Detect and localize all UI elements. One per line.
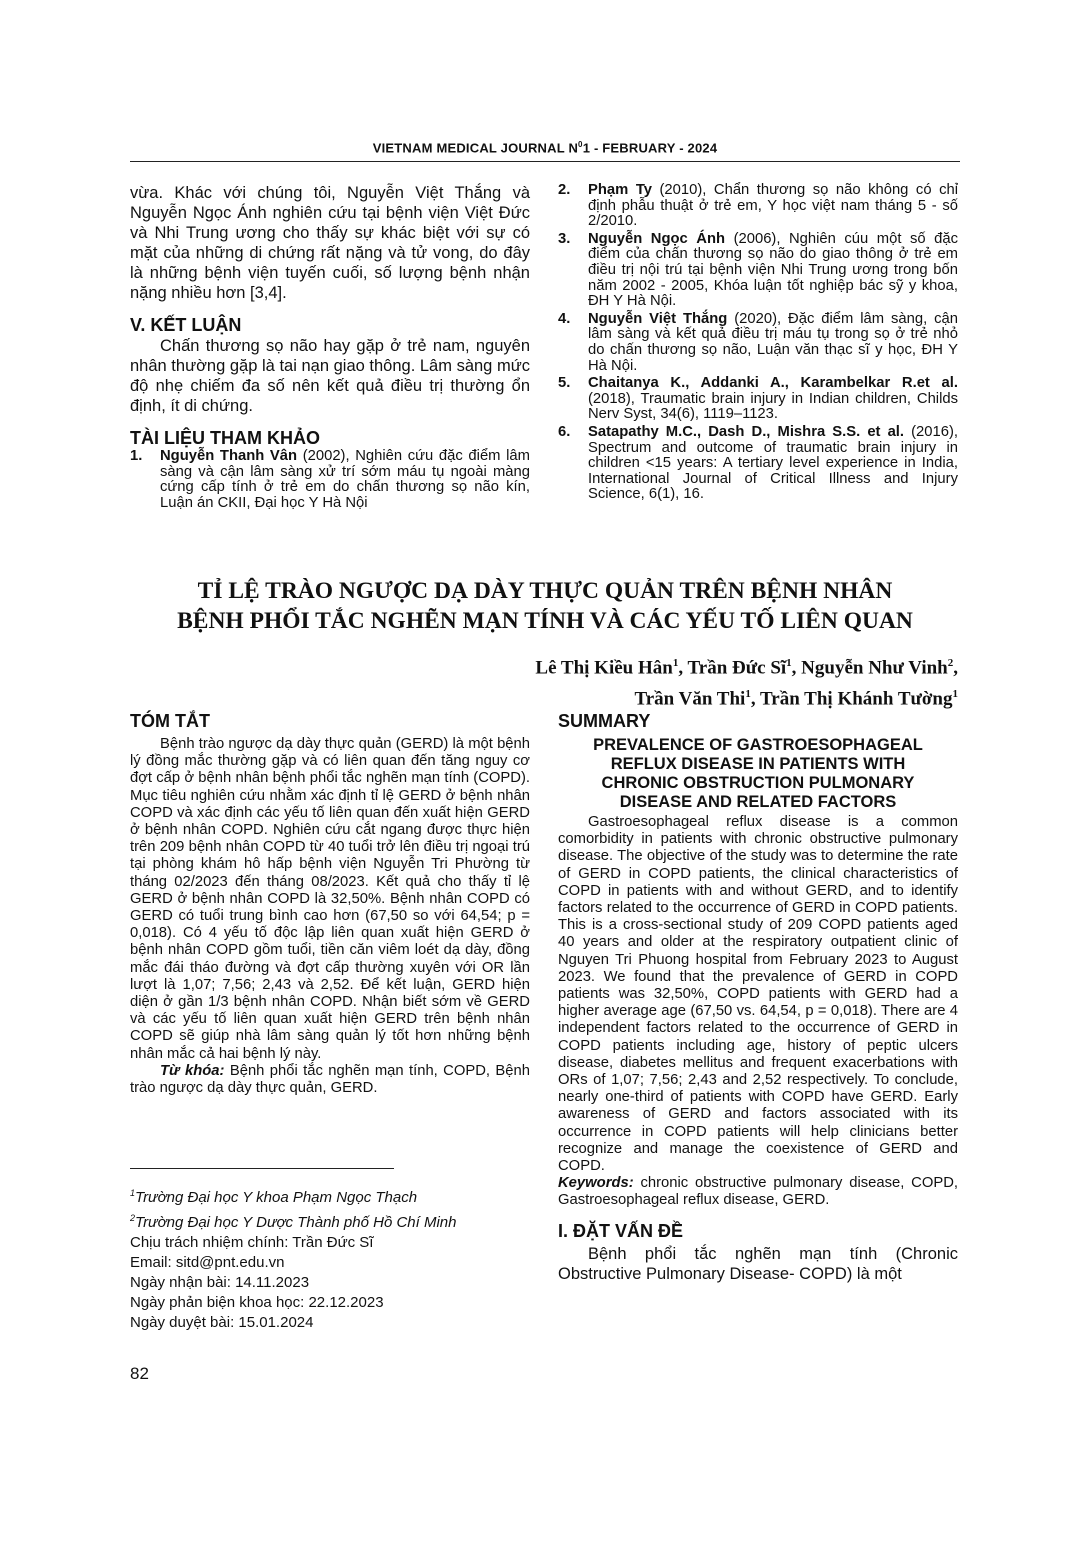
summary-text: Gastroesophageal reflux disease is a common comorbidity in patients with chronic obstructive pulmonary disease. The objective of the study was to determine the rate of GERD in COPD patients, the clinical characteristics of COPD in patients with and without GERD, and to identify factors related to the occurrence of GERD in COPD patients. This is a cross-sectional study of 209 COPD patients aged 40 years and older at the respiratory outpatient clinic of Nguyen Tri Phuong hospital from February 2023 to August 2023. We found that the prevalence of GERD in COPD patients was 32,50%, COPD patients with GERD had a higher average age (67,50 vs. 64,54, p = 0,018). There are 4 independent factors related to the occurrence of GERD in COPD patients including age, history of peptic ulcers disease, diabetes mellitus and frequent exacerbations with ORs of 1,07; 7,56; 2,43 and 2,52 respectively. To conclude, nearly one-third of patients with COPD have GERD. Early awareness of GERD and factors associated with its occurrence in COPD patients will help clinicians better recognize and manage the coexistence of GERD and COPD. [558,814,958,1175]
summary-title-line: DISEASE AND RELATED FACTORS [619,793,897,811]
reference-item [558,425,958,503]
references-heading: TÀI LIỆU THAM KHẢO [130,428,320,448]
reference-number: 2. [558,182,571,198]
abstract-vi-keywords [130,1063,530,1097]
author-name: Trần Thị Khánh Tường [760,688,953,710]
keywords-label: Keywords: [558,1175,634,1192]
page-number: 82 [130,1364,149,1383]
author-name: Lê Thị Kiều Hân [535,657,673,679]
reference-item [558,183,958,230]
reference-body [588,183,958,230]
reference-details: (2020), Đặc điểm lâm sàng, cận lâm sàng và kết quả điều trị máu tụ trong sọ ở trẻ nhỏ do chấn thương sọ não, Luận văn thạc sĩ y học, ĐH Y Hà Nội. [588,310,958,374]
article-title [110,576,980,636]
summary-title-line: CHRONIC OBSTRUCTION PULMONARY [601,774,915,792]
author-affiliation-sup: 1 [745,688,751,701]
reference-author: Nguyễn Ngọc Ánh [588,230,726,247]
affiliation-sup: 1 [130,1188,136,1198]
previous-article-paragraph: vừa. Khác với chúng tôi, Nguyễn Việt Thắng và Nguyễn Ngọc Ánh nghiên cứu tại bệnh viện Việt Đức và Nhi Trung ương cho thấy sự khác biệt với sự có mặt của những di chứng rất nặng và tử vong, do đây là những bệnh viện tuyến cuối, số lượng bệnh nhận nặng nhiều hơn [3,4]. [130,184,530,302]
footnotes [130,1183,550,1333]
journal-name: VIETNAM MEDICAL JOURNAL N [372,140,579,156]
reference-number: 3. [558,230,571,247]
conclusion-text: Chấn thương sọ não hay gặp ở trẻ nam, nguyên nhân thường gặp là tai nạn giao thông. Lâm sàng mức độ nhẹ chiếm đa số nên kết quả điều trị thường ổn định, ít di chứng. [130,337,530,415]
affiliation-1 [130,1183,550,1208]
author-affiliation-sup: 1 [672,657,679,669]
reference-author: Nguyễn Thanh Vân [160,448,298,464]
abstract-vi-heading: TÓM TẮT [130,711,210,731]
responsible-author: Chịu trách nhiệm chính: Trần Đức Sĩ [130,1234,374,1251]
reference-number: 4. [558,310,571,327]
date-reviewed: Ngày phản biện khoa học: 22.12.2023 [130,1294,384,1311]
journal-issue: 1 - FEBRUARY - 2024 [582,140,718,156]
affiliation-text: Trường Đại học Y khoa Phạm Ngọc Thạch [135,1189,418,1206]
authors-line-1 [258,650,958,681]
running-header [130,140,960,155]
reference-details: (2002), Nghiên cứu đặc điểm lâm sàng và cận lâm sàng xử trí sớm máu tụ ngoài màng cứng cấp tính ở trẻ em do chấn thương sọ não kín, Luận án CKII, Đại học Y Hà Nội [160,448,530,511]
reference-body [588,312,958,374]
summary-en-column [558,710,958,1284]
reference-item [558,232,958,310]
author-name: Trần Đức Sĩ [687,657,787,679]
reference-author: Nguyễn Việt Thắng [588,310,728,327]
reference-item [558,312,958,374]
references-list-right [558,183,958,503]
author-separator: , [678,657,688,679]
summary-keywords [558,1175,958,1209]
author-affiliation-sup: 1 [952,688,958,701]
contact-email: Email: sitd@pnt.edu.vn [130,1254,285,1271]
article-title-line-1: TỈ LỆ TRÀO NGƯỢC DẠ DÀY THỰC QUẢN TRÊN BỆNH NHÂN [197,578,893,604]
affiliation-sup: 2 [130,1213,136,1223]
header-rule [130,161,960,162]
reference-body [588,232,958,310]
reference-details: (2016), Spectrum and outcome of traumatic brain injury in children <15 years: A tertiary level experience in India, International Journal of Critical Illness and Injury Science, 6(1), 16. [588,423,959,503]
summary-title-line: PREVALENCE OF GASTROESOPHAGEAL [593,736,923,754]
author-name: Nguyễn Như Vinh [801,657,948,679]
intro-heading: I. ĐẶT VẤN ĐỀ [558,1220,684,1241]
article-title-line-2: BỆNH PHỔI TẮC NGHẼN MẠN TÍNH VÀ CÁC YẾU TỐ LIÊN QUAN [177,608,913,634]
author-separator: , [791,657,802,679]
reference-item [558,376,958,423]
keywords-text: Bệnh phổi tắc nghẽn mạn tính, COPD, Bệnh trào ngược dạ dày thực quản, GERD. [130,1062,530,1097]
authors-line-2 [258,681,958,712]
keywords-label: Từ khóa: [160,1062,225,1079]
summary-title-line: REFLUX DISEASE IN PATIENTS WITH [610,755,906,773]
reference-body [588,376,958,423]
reference-item [130,449,530,511]
reference-details: (2006), Nghiên cúu một số đặc điểm của chấn thương sọ não do giao thông ở trẻ em điều trị nội trú tại bệnh viện Nhi Trung ương trong bốn năm 2002 - 2005, Khóa luận tốt nghiệp bác sỹ y khoa, ĐH Y Hà Nội. [588,230,958,310]
reference-details: (2018), Traumatic brain injury in Indian children, Childs Nerv Syst, 34(6), 1119–1123. [588,390,958,423]
author-affiliation-sup: 1 [786,657,792,669]
author-affiliation-sup: 2 [947,657,954,669]
summary-heading: SUMMARY [558,711,651,731]
reference-author: Phạm Ty [588,182,652,198]
journal-number-sup: 0 [578,140,583,149]
date-accepted: Ngày duyệt bài: 15.01.2024 [130,1314,314,1331]
keywords-text: chronic obstructive pulmonary disease, COPD, Gastroesophageal reflux disease, GERD. [558,1175,958,1209]
reference-number: 1. [130,448,143,464]
intro-text: Bệnh phổi tắc nghẽn mạn tính (Chronic Obstructive Pulmonary Disease- COPD) là một [558,1244,958,1283]
abstract-vi-column [130,710,530,1097]
reference-body [160,449,530,511]
reference-number: 6. [558,423,571,440]
author-separator: , [953,657,958,679]
conclusion-heading: V. KẾT LUẬN [130,315,242,335]
reference-author: Chaitanya K., Addanki A., Karambelkar R.et al. [588,375,958,392]
article-authors [258,650,958,713]
reference-number: 5. [558,375,571,392]
affiliation-text: Trường Đại học Y Dược Thành phố Hồ Chí Minh [135,1214,457,1231]
affiliation-2 [130,1208,550,1233]
author-separator: , [750,688,760,710]
summary-title [558,736,958,812]
reference-body [588,425,958,503]
abstract-vi-text: Bệnh trào ngược dạ dày thực quản (GERD) là một bệnh lý đồng mắc thường gặp và có liên quan đến tăng nguy cơ đợt cấp ở bệnh nhân bệnh phổi tắc nghẽn mạn tính (COPD). Mục tiêu nghiên cứu nhằm xác định tỉ lệ GERD ở bệnh nhân COPD và xác định các yếu tố liên quan đến xuất hiện GERD ở bệnh nhân COPD. Nghiên cứu cắt ngang được thực hiện trên 209 bệnh nhân COPD từ 40 tuổi trở lên điều trị ngoại trú tại phòng khám hô hấp bệnh viện Nguyễn Tri Phường từ tháng 02/2023 đến tháng 08/2023. Kết quả cho thấy tỉ lệ GERD ở bệnh nhân COPD là 32,50%. Bệnh nhân COPD có GERD có tuổi trung bình cao hơn (67,50 so với 64,54; p = 0,018). Có 4 yếu tố độc lập liên quan xuất hiện GERD ở bệnh nhân COPD gồm tuổi, tiền căn viêm loét dạ dày, đồng mắc đái tháo đường và đợt cấp thường xuyên với OR lần lượt là 1,07; 7,56; 2,43 và 2,52. Để kết luận, GERD hiện diện ở gần 1/3 bệnh nhân COPD. Nhận biết sớm về GERD và các yếu tố liên quan xuất hiện GERD trên bệnh nhân COPD sẽ giúp nhà lâm sàng quản lý tốt hơn những bệnh nhân mắc cả hai bệnh lý này. [130,736,530,1062]
author-name: Trần Văn Thi [634,688,746,710]
references-list-left [130,449,530,511]
top-left-column [130,183,530,513]
footnote-rule [130,1168,394,1169]
reference-details: (2010), Chẩn thương sọ não không có chỉ định phẫu thuật ở trẻ em, Y học việt nam tháng 5 - số 2/2010. [588,182,958,230]
top-right-column [558,183,958,505]
reference-author: Satapathy M.C., Dash D., Mishra S.S. et al. [588,423,905,440]
date-received: Ngày nhận bài: 14.11.2023 [130,1274,310,1291]
